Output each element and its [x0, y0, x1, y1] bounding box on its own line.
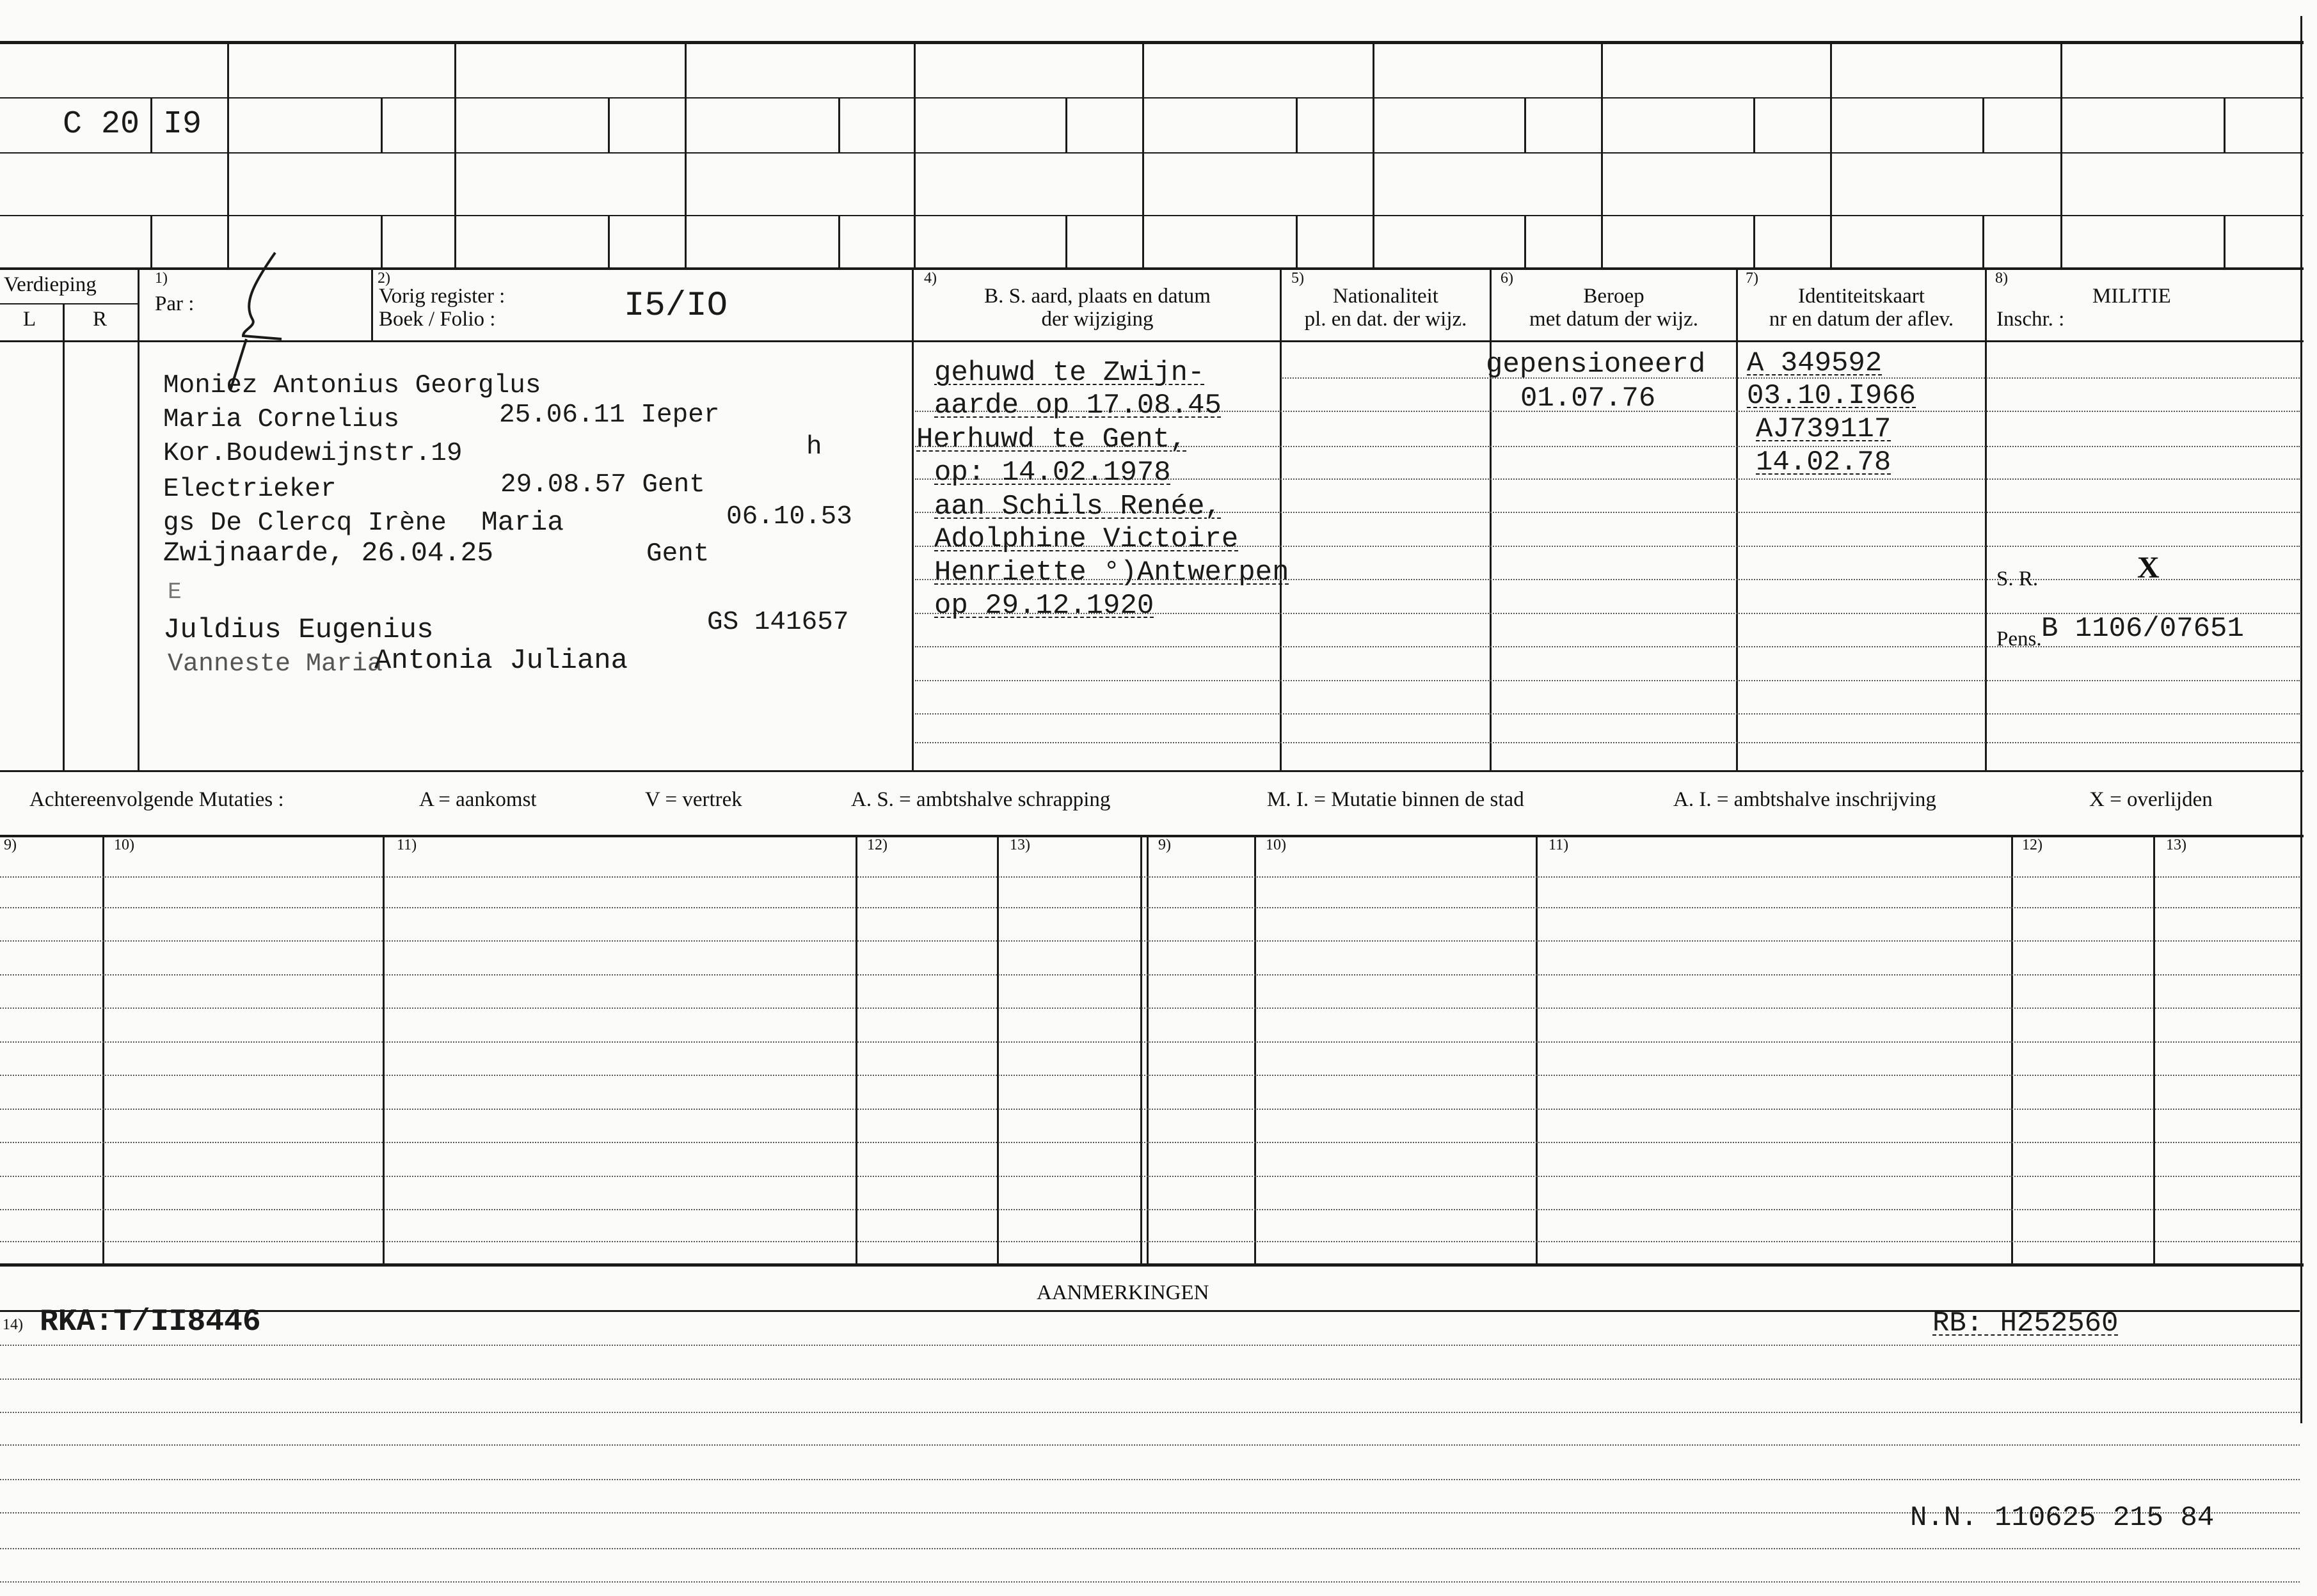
mut-col: [383, 836, 385, 1265]
bs-line2: der wijziging: [1041, 308, 1154, 331]
mut-col-label: 9): [1158, 837, 1171, 853]
grid-line: [0, 267, 2304, 270]
ident-number: 7): [1746, 270, 1758, 287]
person-spouse-birth: Zwijnaarde, 26.04.25: [163, 537, 494, 569]
nat-line2: pl. en dat. der wijz.: [1304, 308, 1467, 331]
bs-entry: aarde op 17.08.45: [934, 390, 1222, 422]
ident-line2: nr en datum der aflev.: [1769, 308, 1954, 331]
col-line-verdieping: [138, 269, 139, 770]
militie-number: 8): [1995, 270, 2008, 287]
body-bottom-line: [0, 770, 2304, 772]
remarks-row-line: [0, 1412, 2300, 1413]
verdieping-left: L: [23, 308, 36, 331]
par-number: 1): [155, 270, 168, 287]
mut-row-line: [0, 907, 2300, 908]
remarks-row-line: [0, 1548, 2300, 1549]
remarks-number: 14): [3, 1316, 23, 1333]
mut-col-label: 11): [1549, 837, 1569, 853]
grid-col: [1830, 42, 1832, 269]
header-bottom-line: [0, 340, 2304, 342]
remarks-title: AANMERKINGEN: [1037, 1281, 1209, 1304]
bs-entry: op: 14.02.1978: [934, 457, 1171, 489]
beroep-line2: met datum der wijz.: [1529, 308, 1698, 331]
mut-col: [2011, 836, 2013, 1265]
remarks-row-line: [0, 1444, 2300, 1446]
grid-subcol: [608, 99, 610, 152]
grid-col: [685, 42, 687, 269]
grid-col: [2060, 42, 2062, 269]
militie-inschr: Inschr. :: [1996, 308, 2065, 331]
mut-row-line: [0, 1075, 2300, 1076]
mut-col: [2153, 836, 2155, 1265]
verdieping-title: Verdieping: [4, 273, 97, 296]
beroep-entry: 01.07.76: [1520, 383, 1656, 415]
mut-row-line: [0, 1209, 2300, 1210]
mut-row-line: [0, 1241, 2300, 1242]
col-line-beroep: [1490, 269, 1492, 770]
mut-col-label: 12): [2022, 837, 2042, 853]
mut-col-label: 12): [867, 837, 888, 853]
ident-entry: 03.10.I966: [1747, 380, 1916, 412]
col-line-militie: [1985, 269, 1987, 770]
grid-subcol: [1296, 216, 1298, 269]
grid-subcol: [838, 99, 840, 152]
grid-subcol: [2224, 216, 2225, 269]
person-spouse-b: Maria: [481, 507, 564, 538]
grid-subcol: [381, 99, 383, 152]
person-mother-name-a: Vanneste Maria: [168, 650, 383, 679]
mutations-bottom-line: [0, 1263, 2304, 1267]
legend-v: V = vertrek: [645, 788, 742, 811]
grid-subcol: [1982, 99, 1984, 152]
col-line-lr: [63, 303, 65, 770]
grid-col: [227, 42, 229, 269]
grid-subcol: [608, 216, 610, 269]
mut-col-label: 13): [2166, 837, 2186, 853]
bs-entry: op 29.12.1920: [934, 590, 1154, 622]
code-left: C 20: [63, 106, 140, 143]
grid-subcol: [1524, 216, 1526, 269]
bs-entry: Adolphine Victoire: [934, 523, 1239, 555]
person-job: Electrieker: [163, 475, 337, 504]
grid-col: [1601, 42, 1603, 269]
person-address: Kor.Boudewijnstr.19: [163, 439, 463, 468]
col-line-vorig: [371, 269, 373, 342]
person-ref: GS 141657: [707, 608, 849, 637]
grid-col: [454, 42, 456, 269]
legend-title: Achtereenvolgende Mutaties :: [29, 788, 284, 811]
par-label: Par :: [155, 292, 195, 315]
nat-line1: Nationaliteit: [1333, 285, 1438, 308]
person-father: Maria Cornelius: [163, 405, 400, 434]
mut-col: [1147, 836, 1149, 1265]
vorig-line1: Vorig register :: [379, 285, 506, 308]
row-line: [915, 680, 2300, 681]
mut-col: [1140, 836, 1142, 1265]
person-name: Moniez Antonius Georglus: [163, 371, 541, 400]
bs-entry: Henriette °)Antwerpen: [934, 557, 1289, 589]
mut-col: [1536, 836, 1538, 1265]
mut-col: [102, 836, 104, 1265]
col-line-bs: [912, 269, 914, 770]
mut-row-line: [0, 940, 2300, 942]
person-spouse: gs De Clercq Irène: [163, 509, 447, 538]
top-border: [0, 41, 2304, 44]
ident-line1: Identiteitskaart: [1798, 285, 1925, 308]
remarks-nn: N.N. 110625 215 84: [1910, 1502, 2215, 1534]
mut-row-line: [0, 1041, 2300, 1043]
legend-x: X = overlijden: [2089, 788, 2213, 811]
mut-col: [997, 836, 999, 1265]
grid-subcol: [381, 216, 383, 269]
grid-col: [914, 42, 916, 269]
mut-col-label: 11): [397, 837, 417, 853]
remarks-row-line: [0, 1479, 2300, 1480]
ident-entry: 14.02.78: [1756, 446, 1891, 478]
grid-subcol: [150, 216, 152, 269]
mut-row-line: [0, 1109, 2300, 1110]
bs-entry: Herhuwd te Gent,: [916, 423, 1187, 455]
person-spouse-place: Gent: [646, 539, 710, 569]
row-line: [915, 713, 2300, 715]
grid-line: [0, 215, 2304, 216]
beroep-entry: gepensioneerd: [1486, 349, 1706, 381]
remarks-row-line: [0, 1345, 2300, 1346]
grid-line: [0, 97, 2304, 99]
remarks-rka: RKA:T/II8446: [40, 1305, 261, 1339]
mut-row-line: [0, 1007, 2300, 1009]
mut-col: [1254, 836, 1256, 1265]
legend-a: A = aankomst: [419, 788, 537, 811]
ident-entry: AJ739117: [1756, 413, 1891, 445]
grid-subcol: [1065, 99, 1067, 152]
remarks-row-line: [0, 1379, 2300, 1380]
person-mark: E: [168, 579, 182, 605]
bs-line1: B. S. aard, plaats en datum: [984, 285, 1211, 308]
verdieping-right: R: [93, 308, 107, 331]
person-address-mark: h: [806, 432, 822, 462]
verdieping-divider: [0, 303, 138, 304]
person-father-name: Juldius Eugenius: [163, 614, 434, 646]
grid-line: [0, 152, 2304, 154]
remarks-row-line: [0, 1581, 2300, 1583]
grid-subcol: [1753, 99, 1755, 152]
legend-as: A. S. = ambtshalve schrapping: [851, 788, 1111, 811]
beroep-number: 6): [1501, 270, 1513, 287]
grid-subcol: [1065, 216, 1067, 269]
mut-col-label: 10): [1266, 837, 1286, 853]
row-line: [915, 646, 2300, 647]
grid-subcol: [1982, 216, 1984, 269]
ident-entry: A 349592: [1747, 347, 1883, 379]
militie-pens-value: B 1106/07651: [2041, 613, 2244, 645]
bs-entry: gehuwd te Zwijn-: [934, 357, 1205, 389]
person-mother-name-b: Antonia Juliana: [374, 645, 628, 677]
vorig-line2: Boek / Folio :: [379, 308, 496, 331]
bs-entry: aan Schils Renée,: [934, 491, 1222, 523]
mut-row-line: [0, 974, 2300, 976]
nat-number: 5): [1291, 270, 1304, 287]
militie-sr-value: X: [2137, 551, 2160, 585]
vorig-value: I5/IO: [624, 287, 728, 326]
code-right: I9: [163, 106, 202, 143]
militie-sr-label: S. R.: [1996, 567, 2039, 590]
grid-subcol: [838, 216, 840, 269]
mutations-top-line: [0, 835, 2304, 837]
legend-ai: A. I. = ambtshalve inschrijving: [1673, 788, 1936, 811]
grid-subcol: [1524, 99, 1526, 152]
person-job-date: 29.08.57 Gent: [500, 470, 705, 500]
person-spouse-date: 06.10.53: [726, 502, 852, 532]
beroep-line1: Beroep: [1583, 285, 1644, 308]
col-line-nat: [1280, 269, 1282, 770]
mut-col-label: 13): [1010, 837, 1030, 853]
remarks-rb: RB: H252560: [1932, 1308, 2119, 1339]
col-line-ident: [1736, 269, 1738, 770]
bs-number: 4): [924, 270, 937, 287]
mut-col: [856, 836, 857, 1265]
mut-row-line: [0, 1142, 2300, 1143]
mut-row-line: [0, 1176, 2300, 1177]
mut-row-line: [0, 876, 2300, 878]
mut-col-label: 10): [114, 837, 134, 853]
person-birth: 25.06.11 Ieper: [499, 400, 720, 430]
grid-subcol: [150, 99, 152, 152]
grid-subcol: [1296, 99, 1298, 152]
militie-title: MILITIE: [2092, 285, 2171, 308]
vorig-number: 2): [378, 270, 390, 287]
grid-col: [2300, 16, 2302, 1423]
militie-pens-label: Pens.: [1996, 628, 2042, 651]
legend-mi: M. I. = Mutatie binnen de stad: [1267, 788, 1524, 811]
grid-col: [1373, 42, 1374, 269]
grid-subcol: [2224, 99, 2225, 152]
grid-col: [1142, 42, 1144, 269]
mut-col-label: 9): [4, 837, 17, 853]
row-line: [915, 742, 2300, 743]
grid-subcol: [1753, 216, 1755, 269]
